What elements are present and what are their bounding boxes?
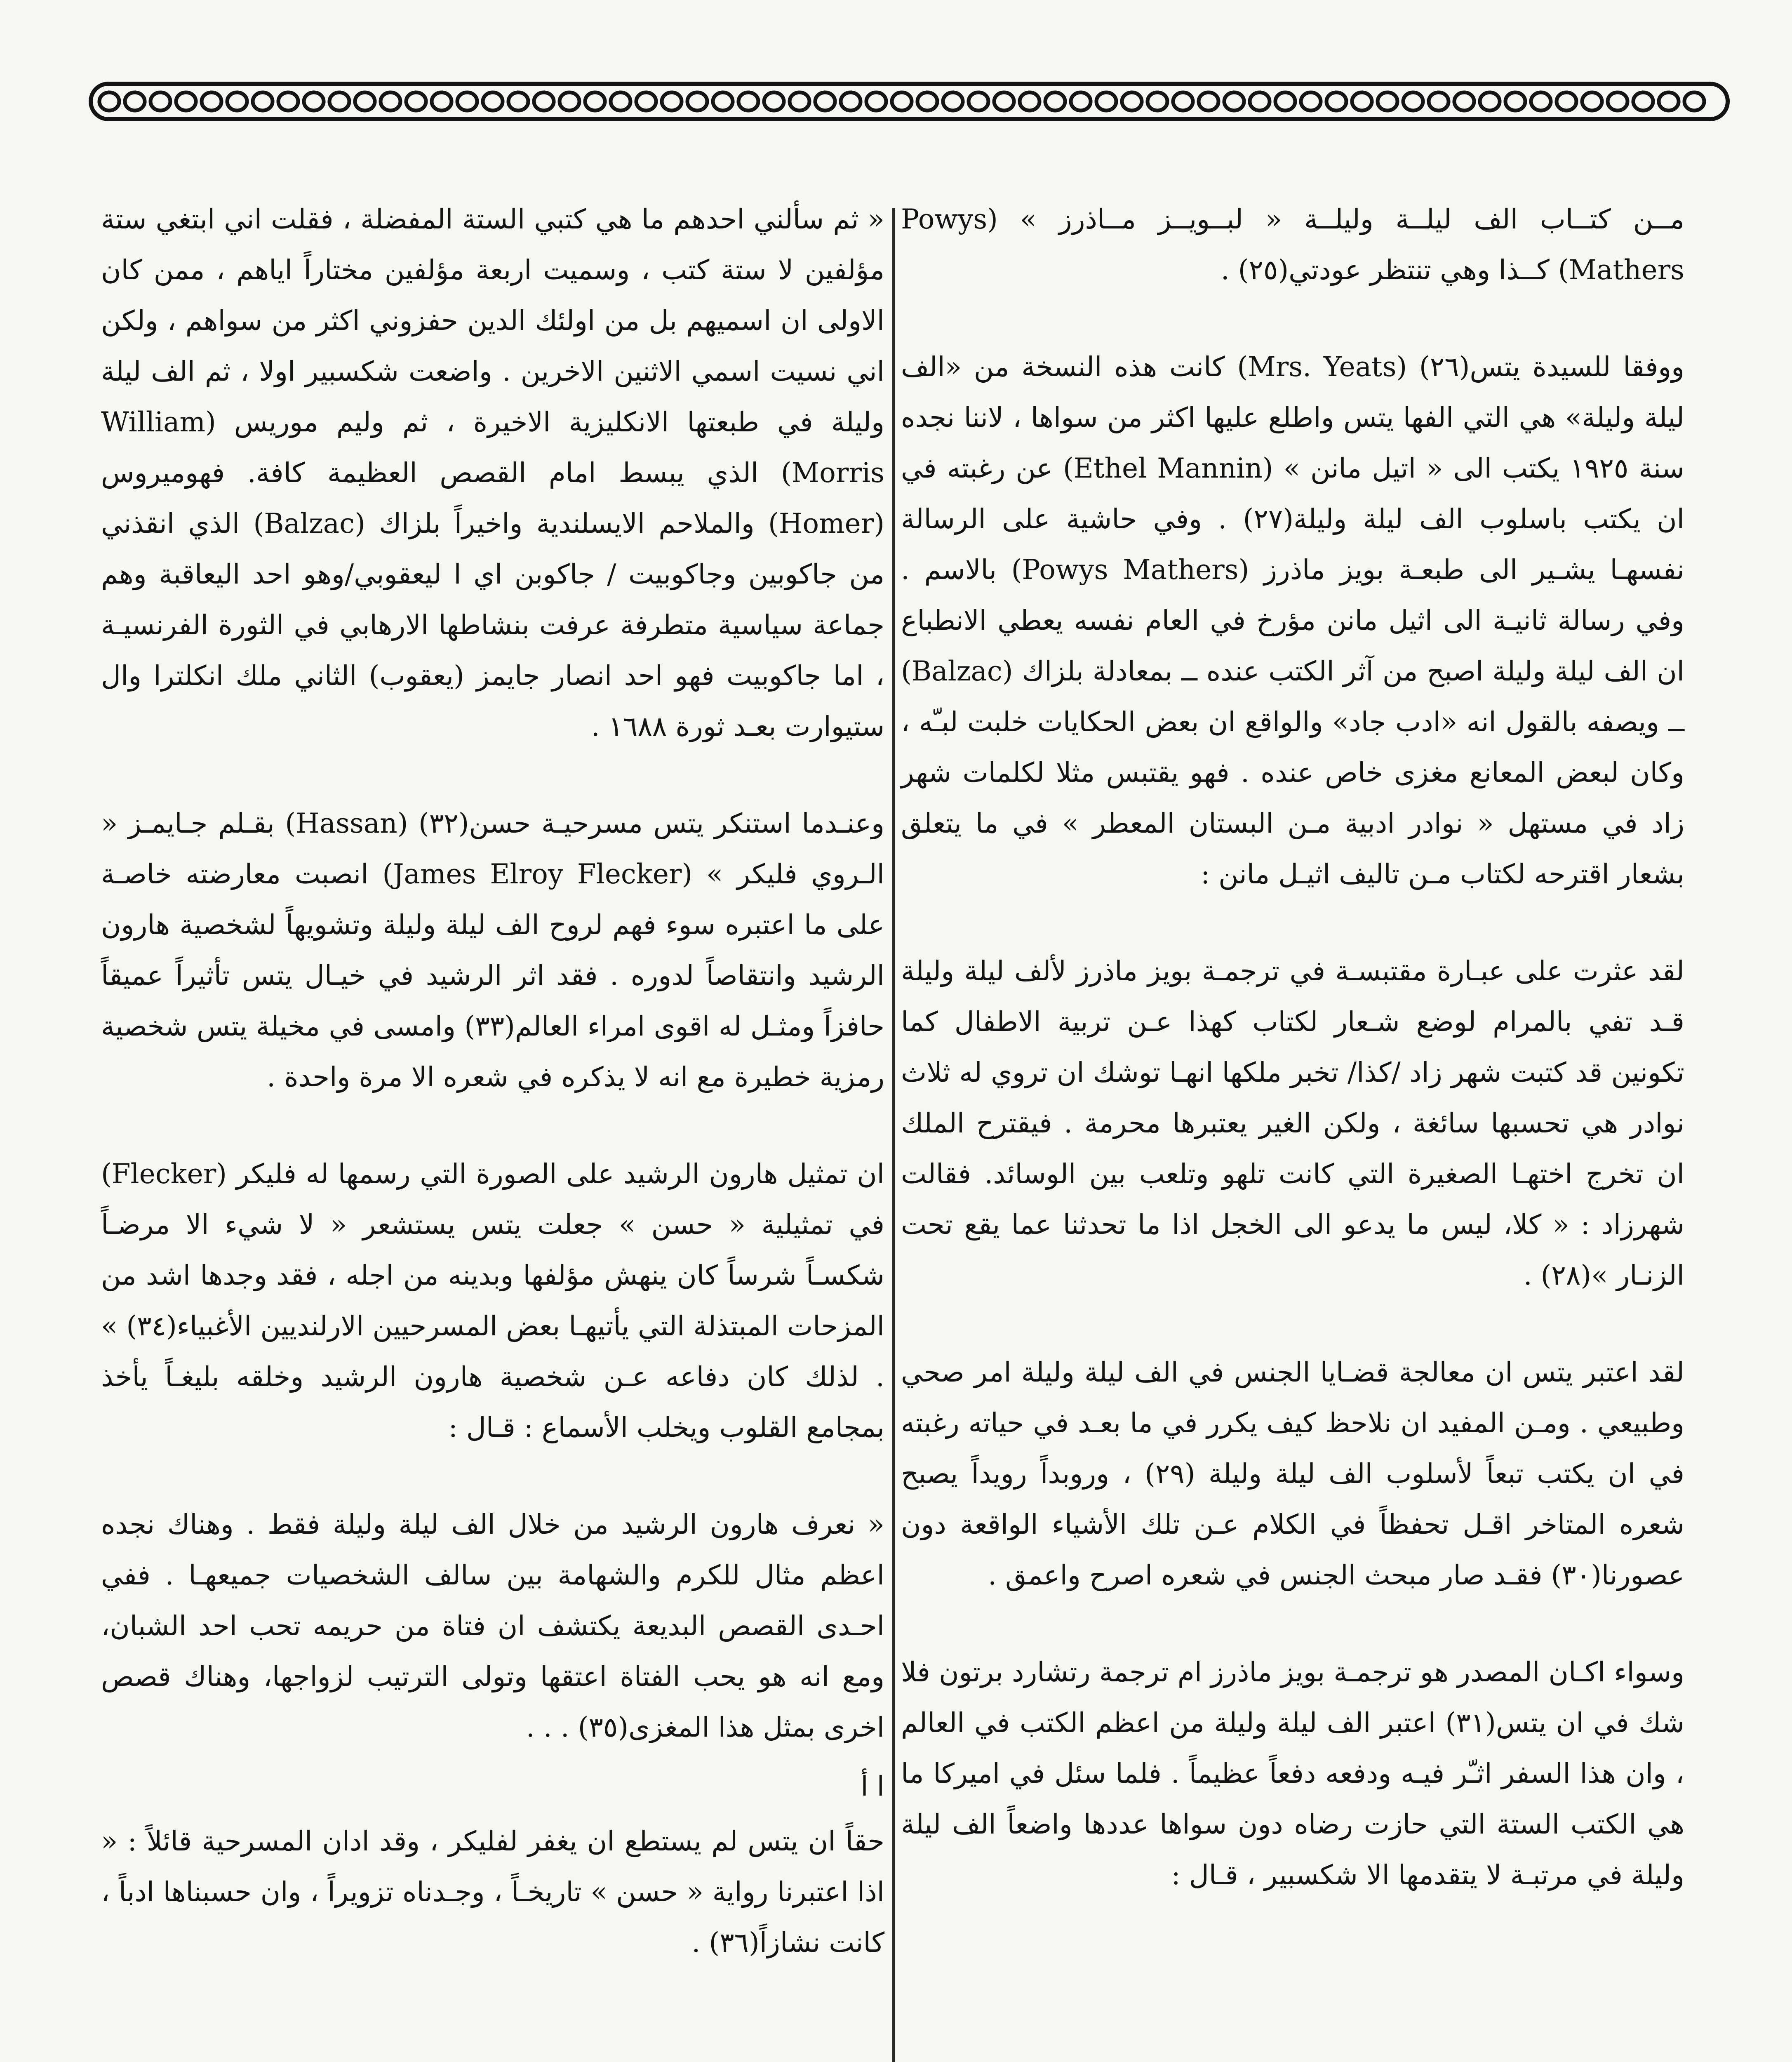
quotation-paragraph: « ثم سألني احدهم ما هي كتبي الستة المفضلة ، فقلت اني ابتغي ستة مؤلفين لا ستة كتب ، وسميت اربعة مؤلفين مختاراً اياهم ، ممن كان الاولى ان اسميهم بل من اولئك الدين حفزوني اكثر من سواهم ، ولكن اني نسيت اسمي الاثنين الاخرين . واضعت شكسبير اولا ، ثم الف ليلة وليلة في طبعتها الانكليزية الاخيرة ، ثم وليم موريس (William Morris) الذي يبسط امام القصص العظيمة كافة. فهوميروس (Homer) والملاحم الايسلندية واخيراً بلزاك (Balzac) الذي انقذني من جاكوبين وجاكوبيت / جاكوبن اي ا ليعقوبي/وهو احد اليعاقبة وهم جماعة سياسية متطرفة عرفت بنشاطها الارهابي في الثورة الفرنسيـة ، اما جاكوبيت فهو احد انصار جايمز (يعقوب) الثاني ملك انكلترا وال ستيوارت بعـد ثورة ١٦٨٨ . — [101, 203, 885, 742]
ornament-link — [560, 92, 579, 111]
ornament-link — [432, 92, 452, 111]
decorative-top-border — [89, 82, 1730, 121]
ornament-link — [815, 92, 835, 111]
ornament-link — [892, 92, 912, 111]
ornament-link — [508, 92, 528, 111]
ornament-link — [662, 92, 682, 111]
ornament-link — [943, 92, 963, 111]
ornament-link — [1378, 92, 1397, 111]
ornament-link — [1020, 92, 1039, 111]
ornament-link — [1275, 92, 1295, 111]
ornament-link — [1531, 92, 1551, 111]
paragraph: مــن كتــاب الف ليلــة وليلــة « لبــويــز مــاذرز » (Powys Mathers) كــذا وهي تنتظر عودتي(٢٥) . — [901, 203, 1684, 286]
paragraph: لقد عثرت على عبـارة مقتبسـة في ترجمـة بويز ماذرز لألف ليلة وليلة قـد تفي بالمرام لوضع شـعار لكتاب كهذا عـن تربية الاطفال كما تكونين قد كتبت شهر زاد /كذا/ تخبر ملكها انهـا توشك ان تروي له ثلاث نوادر هي تحسبها سائغة ، ولكن الغير يعتبرها محرمة . فيقترح الملك ان تخرج اختهـا الصغيرة التي كانت تلهو وتلعب بين الوسائد. فقالت شهرزاد : « كلا، ليس ما يدعو الى الخجل اذا ما تحدثنا عما يقع تحت الزنـار »(٢٨) . — [901, 955, 1684, 1291]
ornament-link — [1505, 92, 1525, 111]
paragraph: حقاً ان يتس لم يستطع ان يغفر لفليكر ، وقد ادان المسرحية قائلاً : « اذا اعتبرنا رواية « حسن » تاريخـاً ، وجـدناه تزويراً ، وان حسبناها ادباً ، كانت نشازاً(٣٦) . — [101, 1825, 884, 1958]
ornament-link — [1480, 92, 1500, 111]
ornament-link — [329, 92, 349, 111]
column-divider — [892, 208, 895, 2062]
ornament-link — [611, 92, 630, 111]
paragraph: لقد اعتبر يتس ان معالجة قضـايا الجنس في الف ليلة وليلة امر صحي وطبيعي . ومـن المفيد ان نلاحظ كيف يكرر في ما بعـد في حياته رغبته في ان يكتب تبعاً لأسلوب الف ليلة وليلة (٢٩) ، وروبداً رويداً يصبح شعره المتاخر اقـل تحفظاً في الكلام عـن تلك الأشياء الواقعة دون عصورنا(٣٠) فقـد صار مبحث الجنس في شعره اصرح واعمق . — [901, 1356, 1685, 1591]
ornament-link — [483, 92, 503, 111]
ornament-link — [764, 92, 784, 111]
ornament-link — [917, 92, 937, 111]
paragraph: وعنـدما استنكر يتس مسرحيـة حسن(٣٢) (Hassan) بقـلم جـايمـز « الـروي فليكر » (James Elroy Flecker) انصبت معارضته خاصـة على ما اعتبره سوء فهم لروح الف ليلة وليلة وتشويهاً لشخصية هارون الرشيد وانتقاصاً لدوره . فقد اثر الرشيد في خيـال يتس تأثيراً عميقاً حافزاً ومثـل له اقوى امراء العالم(٣٣) وامسى في مخيلة يتس شخصية رمزية خطيرة مع انه لا يذكره في شعره الا مرة واحدة . — [101, 807, 884, 1093]
ornament-link — [278, 92, 298, 111]
ornament-link — [738, 92, 758, 111]
ornament-link — [1122, 92, 1142, 111]
ornament-link — [1608, 92, 1627, 111]
ornament-link — [355, 92, 375, 111]
ornament-pattern — [93, 86, 1726, 117]
ornament-link — [227, 92, 247, 111]
ornament-link — [1454, 92, 1474, 111]
ornament-link — [1250, 92, 1270, 111]
ornament-link — [969, 92, 988, 111]
right-column — [901, 194, 1684, 2062]
paragraph: وسواء اكـان المصدر هو ترجمـة بويز ماذرز ام ترجمة رتشارد برتون فلا شك في ان يتس(٣١) اعتبر الف ليلة وليلة من اعظم الكتب في العالم ، وان هذا السفر اثـّر فيـه ودفعه دفعاً عظيماً . فلما سئل في اميركا ما هي الكتب الستة التي حازت رضاه دون سواها عددها واضعاً الف ليلة وليلة في مرتبـة لا يتقدمها الا شكسبير ، قـال : — [901, 1656, 1685, 1891]
ornament-link — [534, 92, 554, 111]
ornament-link — [406, 92, 426, 111]
ornament-link — [1301, 92, 1321, 111]
ornament-link — [253, 92, 273, 111]
ornament-link — [687, 92, 707, 111]
ornament-link — [1557, 92, 1576, 111]
ornament-link — [99, 92, 119, 111]
ornament-link — [1071, 92, 1091, 111]
ornament-link — [1582, 92, 1602, 111]
ornament-link — [841, 92, 861, 111]
ornament-link — [381, 92, 400, 111]
ornament-link — [1096, 92, 1116, 111]
ornament-link — [1352, 92, 1372, 111]
ornament-link — [1429, 92, 1449, 111]
ornament-link — [1224, 92, 1244, 111]
ornament-link — [713, 92, 733, 111]
ornament-link — [176, 92, 196, 111]
ornament-link — [457, 92, 477, 111]
ornament-link — [994, 92, 1014, 111]
ornament-link — [585, 92, 605, 111]
ornament-link — [1633, 92, 1653, 111]
ornament-link — [304, 92, 324, 111]
ornament-link — [1684, 92, 1704, 111]
left-column — [101, 194, 884, 2062]
paragraph: ان تمثيل هارون الرشيد على الصورة التي رسمها له فليكر (Flecker) في تمثيلية « حسن » جعلت يتس يستشعر « لا شيء الا مرضـاً شكسـاً شرساً كان ينهش مؤلفها وبدينه من اجله ، فقد وجدها اشد من المزحات المبتذلة التي يأتيهـا بعض المسرحيين الارلنديين الأغبياء(٣٤) » . لذلك كان دفاعه عـن شخصية هارون الرشيد وخلقه بليغـاً يأخذ بمجامع القلوب ويخلب الأسماع : قـال : — [101, 1158, 885, 1443]
quotation-paragraph: « نعرف هارون الرشيد من خلال الف ليلة وليلة فقط . وهناك نجده اعظم مثال للكرم والشهامة بين سالف الشخصيات جميعهـا . ففي احـدى القصص البديعة يكتشف ان فتاة من حريمه تحب احد الشبان، ومع انه هو يحب الفتاة اعتقها وتولى الترتيب لزواجها، وهناك قصص اخرى بمثل هذا المغزى(٣٥) . . . — [101, 1509, 884, 1743]
ornament-link — [790, 92, 809, 111]
ornament-link — [125, 92, 145, 111]
paragraph: ووفقا للسيدة يتس(٢٦) (Mrs. Yeats) كانت هذه النسخة من «الف ليلة وليلة» هي التي الفها يتس واطلع عليها اكثر من سواها ، لاننا نجده سنة ١٩٢٥ يكتب الى « اتيل مانن » (Ethel Mannin) عن رغبته في ان يكتب باسلوب الف ليلة وليلة(٢٧) . وفي حاشية على الرسالة نفسهـا يشـير الى طبعـة بويز ماذرز (Powys Mathers) بالاسم . وفي رسالة ثانيـة الى اثيل مانن مؤرخ في العام نفسه يعطي الانطباع ان الف ليلة وليلة اصبح من آثر الكتب عنده ــ بمعادلة بلزاك (Balzac) ــ ويصفه بالقول انه «ادب جاد» والواقع ان بعض الحكايات خلبت لبـّه ، وكان لبعض المعانع مغزى خاص عنده . فهو يقتبس مثلا لكلمات شهر زاد في مستهل « نوادر ادبية مـن البستان المعطر » في ما يتعلق بشعار اقترحه لكتاب مـن تاليف اثيـل مانن : — [901, 351, 1685, 890]
ornament-link — [151, 92, 170, 111]
ornament-link — [1148, 92, 1167, 111]
stray-mark: ا أ — [861, 1770, 884, 1802]
ornament-link — [1326, 92, 1346, 111]
ornament-link — [866, 92, 886, 111]
ornament-link — [1199, 92, 1218, 111]
ornament-link — [1173, 92, 1193, 111]
ornament-link — [1403, 92, 1423, 111]
ornament-link — [1045, 92, 1065, 111]
ornament-link — [202, 92, 221, 111]
ornament-link — [1659, 92, 1679, 111]
ornament-link — [636, 92, 656, 111]
